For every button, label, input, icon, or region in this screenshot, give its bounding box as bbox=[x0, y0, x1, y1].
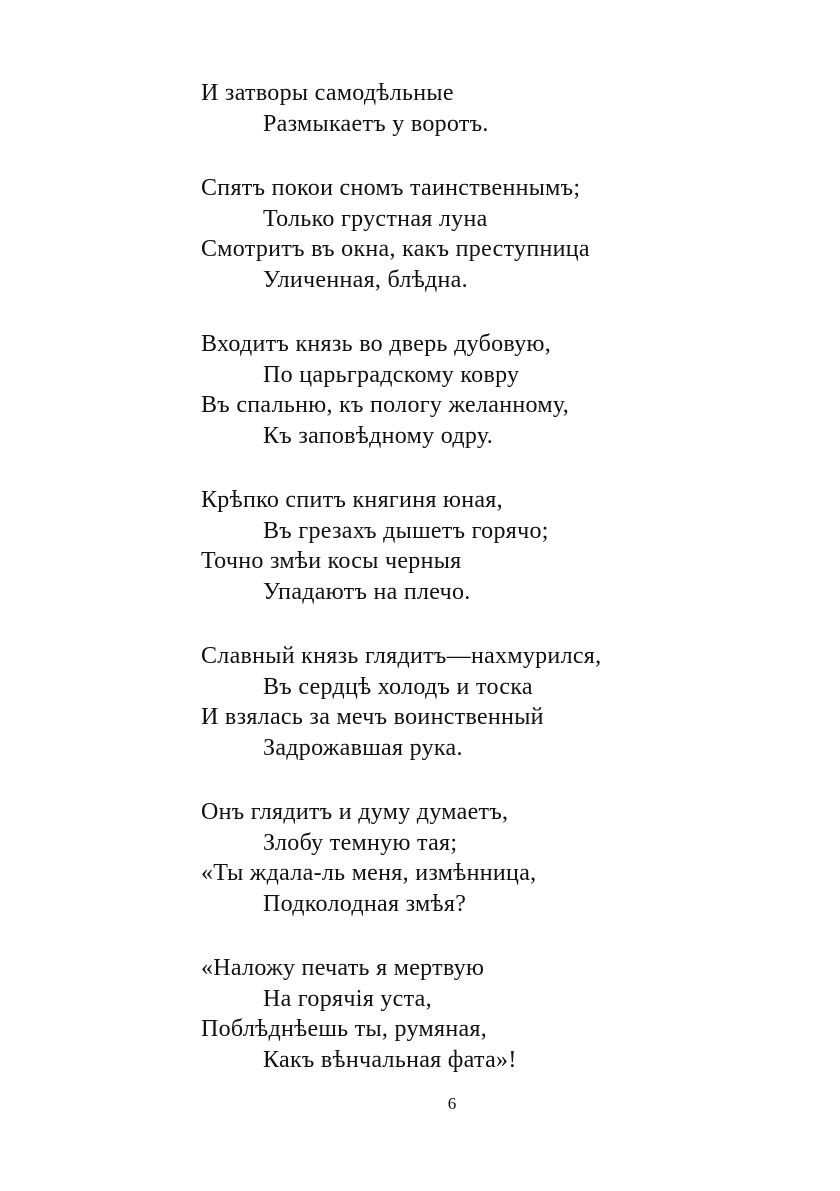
poem-line: Славный князь глядитъ—нахмурился, bbox=[201, 643, 602, 669]
stanza bbox=[201, 173, 721, 295]
poem-line: Къ заповѣдному одру. bbox=[263, 422, 494, 449]
stanza bbox=[201, 78, 721, 139]
poem-line: Задрожавшая рука. bbox=[263, 734, 463, 761]
poem-line: По царьградскому ковру bbox=[263, 361, 520, 388]
page-number: 6 bbox=[447, 1094, 457, 1113]
stanza bbox=[201, 485, 721, 607]
poem-line: «Ты ждала-ль меня, измѣнница, bbox=[201, 860, 537, 886]
stanza bbox=[201, 329, 721, 451]
stanza bbox=[201, 641, 721, 763]
poem-line: Размыкаетъ у воротъ. bbox=[263, 110, 489, 137]
poem-line: Злобу темную тая; bbox=[263, 829, 458, 856]
poem-line: На горячія уста, bbox=[263, 985, 432, 1012]
poem-line: Подколодная змѣя? bbox=[263, 890, 467, 917]
poem-line: «Наложу печать я мертвую bbox=[201, 955, 485, 981]
poem-line: И затворы самодѣльные bbox=[201, 80, 454, 106]
poem-line: Поблѣднѣешь ты, румяная, bbox=[201, 1016, 488, 1042]
poem-line: Входитъ князь во дверь дубовую, bbox=[201, 331, 552, 357]
poem-line: Только грустная луна bbox=[263, 205, 488, 232]
poem-line: Упадаютъ на плечо. bbox=[263, 578, 471, 605]
stanza bbox=[201, 797, 721, 919]
poem-line: Въ спальню, къ пологу желанному, bbox=[201, 392, 570, 418]
poem-line: Спятъ покои сномъ таинственнымъ; bbox=[201, 175, 581, 201]
poem-line: И взялась за мечъ воинственный bbox=[201, 704, 544, 730]
poem-line: Точно змѣи косы черныя bbox=[201, 548, 462, 574]
poem-line: Уличенная, блѣдна. bbox=[263, 266, 468, 293]
poem-line: Крѣпко спитъ княгиня юная, bbox=[201, 487, 503, 513]
poem-line: Въ грезахъ дышетъ горячо; bbox=[263, 517, 549, 544]
poem-line: Какъ вѣнчальная фата»! bbox=[263, 1046, 517, 1073]
stanza bbox=[201, 953, 721, 1075]
poem-line: Онъ глядитъ и думу думаетъ, bbox=[201, 799, 509, 825]
poem-line: Въ сердцѣ холодъ и тоска bbox=[263, 673, 533, 700]
poem-line: Смотритъ въ окна, какъ преступница bbox=[201, 236, 590, 262]
poem-body bbox=[201, 78, 721, 1109]
